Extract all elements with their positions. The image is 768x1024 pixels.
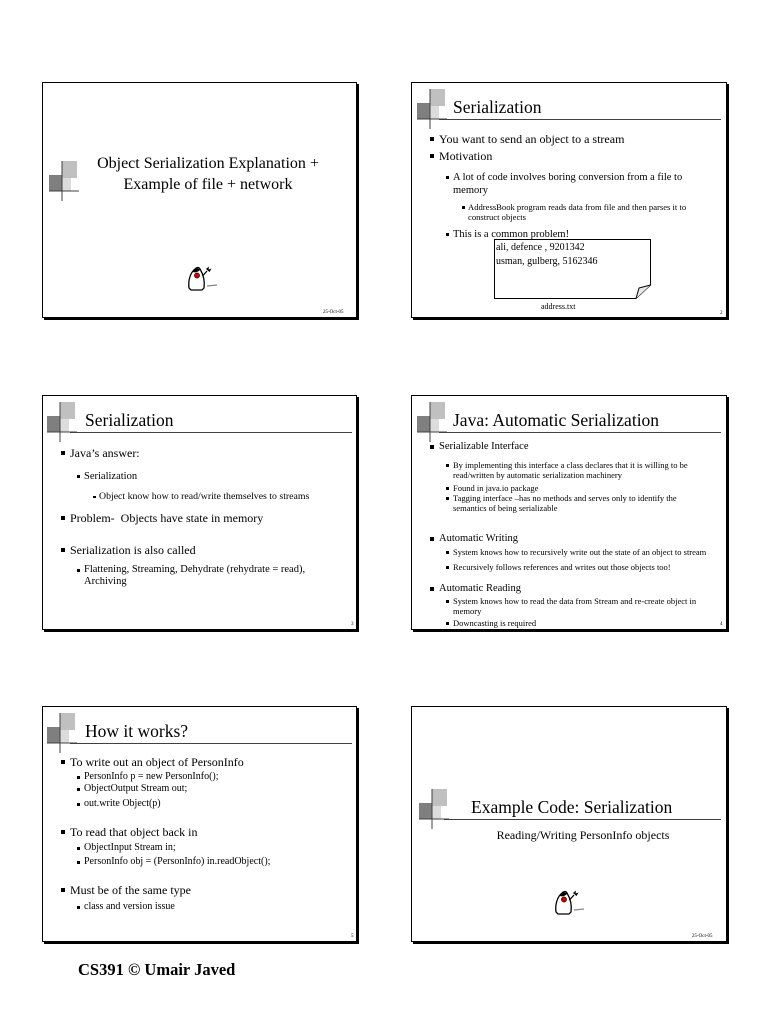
slide-number: 5 xyxy=(351,934,354,939)
sub-bullet-text: This is a common problem! xyxy=(453,229,570,240)
bullet-text: Automatic Writing xyxy=(439,533,518,544)
slide-6 xyxy=(411,706,727,942)
slide-number: 4 xyxy=(720,622,723,627)
slide-date: 25-Oct-05 xyxy=(692,934,713,939)
sub-bullet-text: Flattening, Streaming, Dehydrate (rehydrate = read), Archiving xyxy=(84,564,324,588)
code-line: ObjectOutput Stream out; xyxy=(84,783,188,794)
file-caption: address.txt xyxy=(541,302,576,311)
slide-3 xyxy=(42,395,357,630)
bullet-text: Java’s answer: xyxy=(70,446,140,460)
sub-bullet-text: Recursively follows references and writes out those objects too! xyxy=(453,562,671,572)
slide-title: How it works? xyxy=(85,721,189,741)
sub-bullet-text: By implementing this interface a class declares that it is willing to be read/written by automatic serialization machinery xyxy=(453,460,703,480)
page-footer: CS391 © Umair Javed xyxy=(78,960,236,979)
corner-squares-decoration xyxy=(417,89,447,129)
slide-2 xyxy=(411,82,727,318)
title-rule xyxy=(444,819,721,820)
title-rule xyxy=(439,432,721,433)
file-line: usman, gulberg, 5162346 xyxy=(496,256,598,267)
bullet-text: Serialization is also called xyxy=(70,543,196,557)
sub-sub-bullet-text: AddressBook program reads data from file and then parses it to construct objects xyxy=(468,202,698,222)
corner-squares-decoration xyxy=(47,402,77,442)
title-rule xyxy=(439,119,721,120)
corner-squares-decoration xyxy=(49,161,79,201)
slide-title: Serialization xyxy=(85,410,174,430)
bullet-text: You want to send an object to a stream xyxy=(439,132,625,146)
sub-bullet-text: A lot of code involves boring conversion from a file to memory xyxy=(453,171,693,197)
duke-mascot-icon xyxy=(551,888,585,916)
corner-squares-decoration xyxy=(47,713,77,753)
slide-date: 25-Oct-05 xyxy=(323,310,344,315)
corner-squares-decoration xyxy=(417,402,447,442)
slide-title: Java: Automatic Serialization xyxy=(453,410,660,430)
bullet-text: Automatic Reading xyxy=(439,583,521,594)
file-line: ali, defence , 9201342 xyxy=(496,242,585,253)
slide-title: Example Code: Serialization xyxy=(471,797,673,817)
slide-1 xyxy=(42,82,357,318)
file-note-icon xyxy=(494,239,651,299)
code-line: PersonInfo obj = (PersonInfo) in.readObject(); xyxy=(84,856,271,867)
code-line: PersonInfo p = new PersonInfo(); xyxy=(84,771,219,782)
corner-squares-decoration xyxy=(419,789,449,829)
sub-bullet-text: System knows how to read the data from Stream and re-create object in memory xyxy=(453,596,703,616)
bullet-text: To read that object back in xyxy=(70,825,198,839)
slide-5 xyxy=(42,706,357,942)
slide-number: 3 xyxy=(351,622,354,627)
slide-title: Example of file + network xyxy=(123,176,293,193)
sub-bullet-text: Serialization xyxy=(84,471,138,482)
slide-title: Serialization xyxy=(453,97,542,117)
sub-bullet-text: class and version issue xyxy=(84,901,175,912)
slide-title: Object Serialization Explanation + xyxy=(97,155,319,172)
bullet-text: Serializable Interface xyxy=(439,441,529,452)
code-line: out.write Object(p) xyxy=(84,798,161,809)
sub-bullet-text: System knows how to recursively write out the state of an object to stream xyxy=(453,547,707,557)
slide-4 xyxy=(411,395,727,630)
title-rule xyxy=(70,743,352,744)
sub-bullet-text: Downcasting is required xyxy=(453,618,537,628)
title-rule xyxy=(70,432,352,433)
slide-number: 2 xyxy=(720,311,723,316)
sub-bullet-text: Tagging interface –has no methods and serves only to identify the semantics of being serializable xyxy=(453,493,703,513)
bullet-text: Must be of the same type xyxy=(70,883,191,897)
code-line: ObjectInput Stream in; xyxy=(84,842,176,853)
slide-subtitle: Reading/Writing PersonInfo objects xyxy=(496,828,670,842)
bullet-text: To write out an object of PersonInfo xyxy=(70,755,244,769)
bullet-text: Problem- Objects have state in memory xyxy=(70,511,264,525)
duke-mascot-icon xyxy=(184,264,218,292)
bullet-text: Motivation xyxy=(439,149,493,163)
sub-bullet-text: Found in java.io package xyxy=(453,483,539,493)
sub-sub-bullet-text: Object know how to read/write themselves to streams xyxy=(99,491,310,502)
